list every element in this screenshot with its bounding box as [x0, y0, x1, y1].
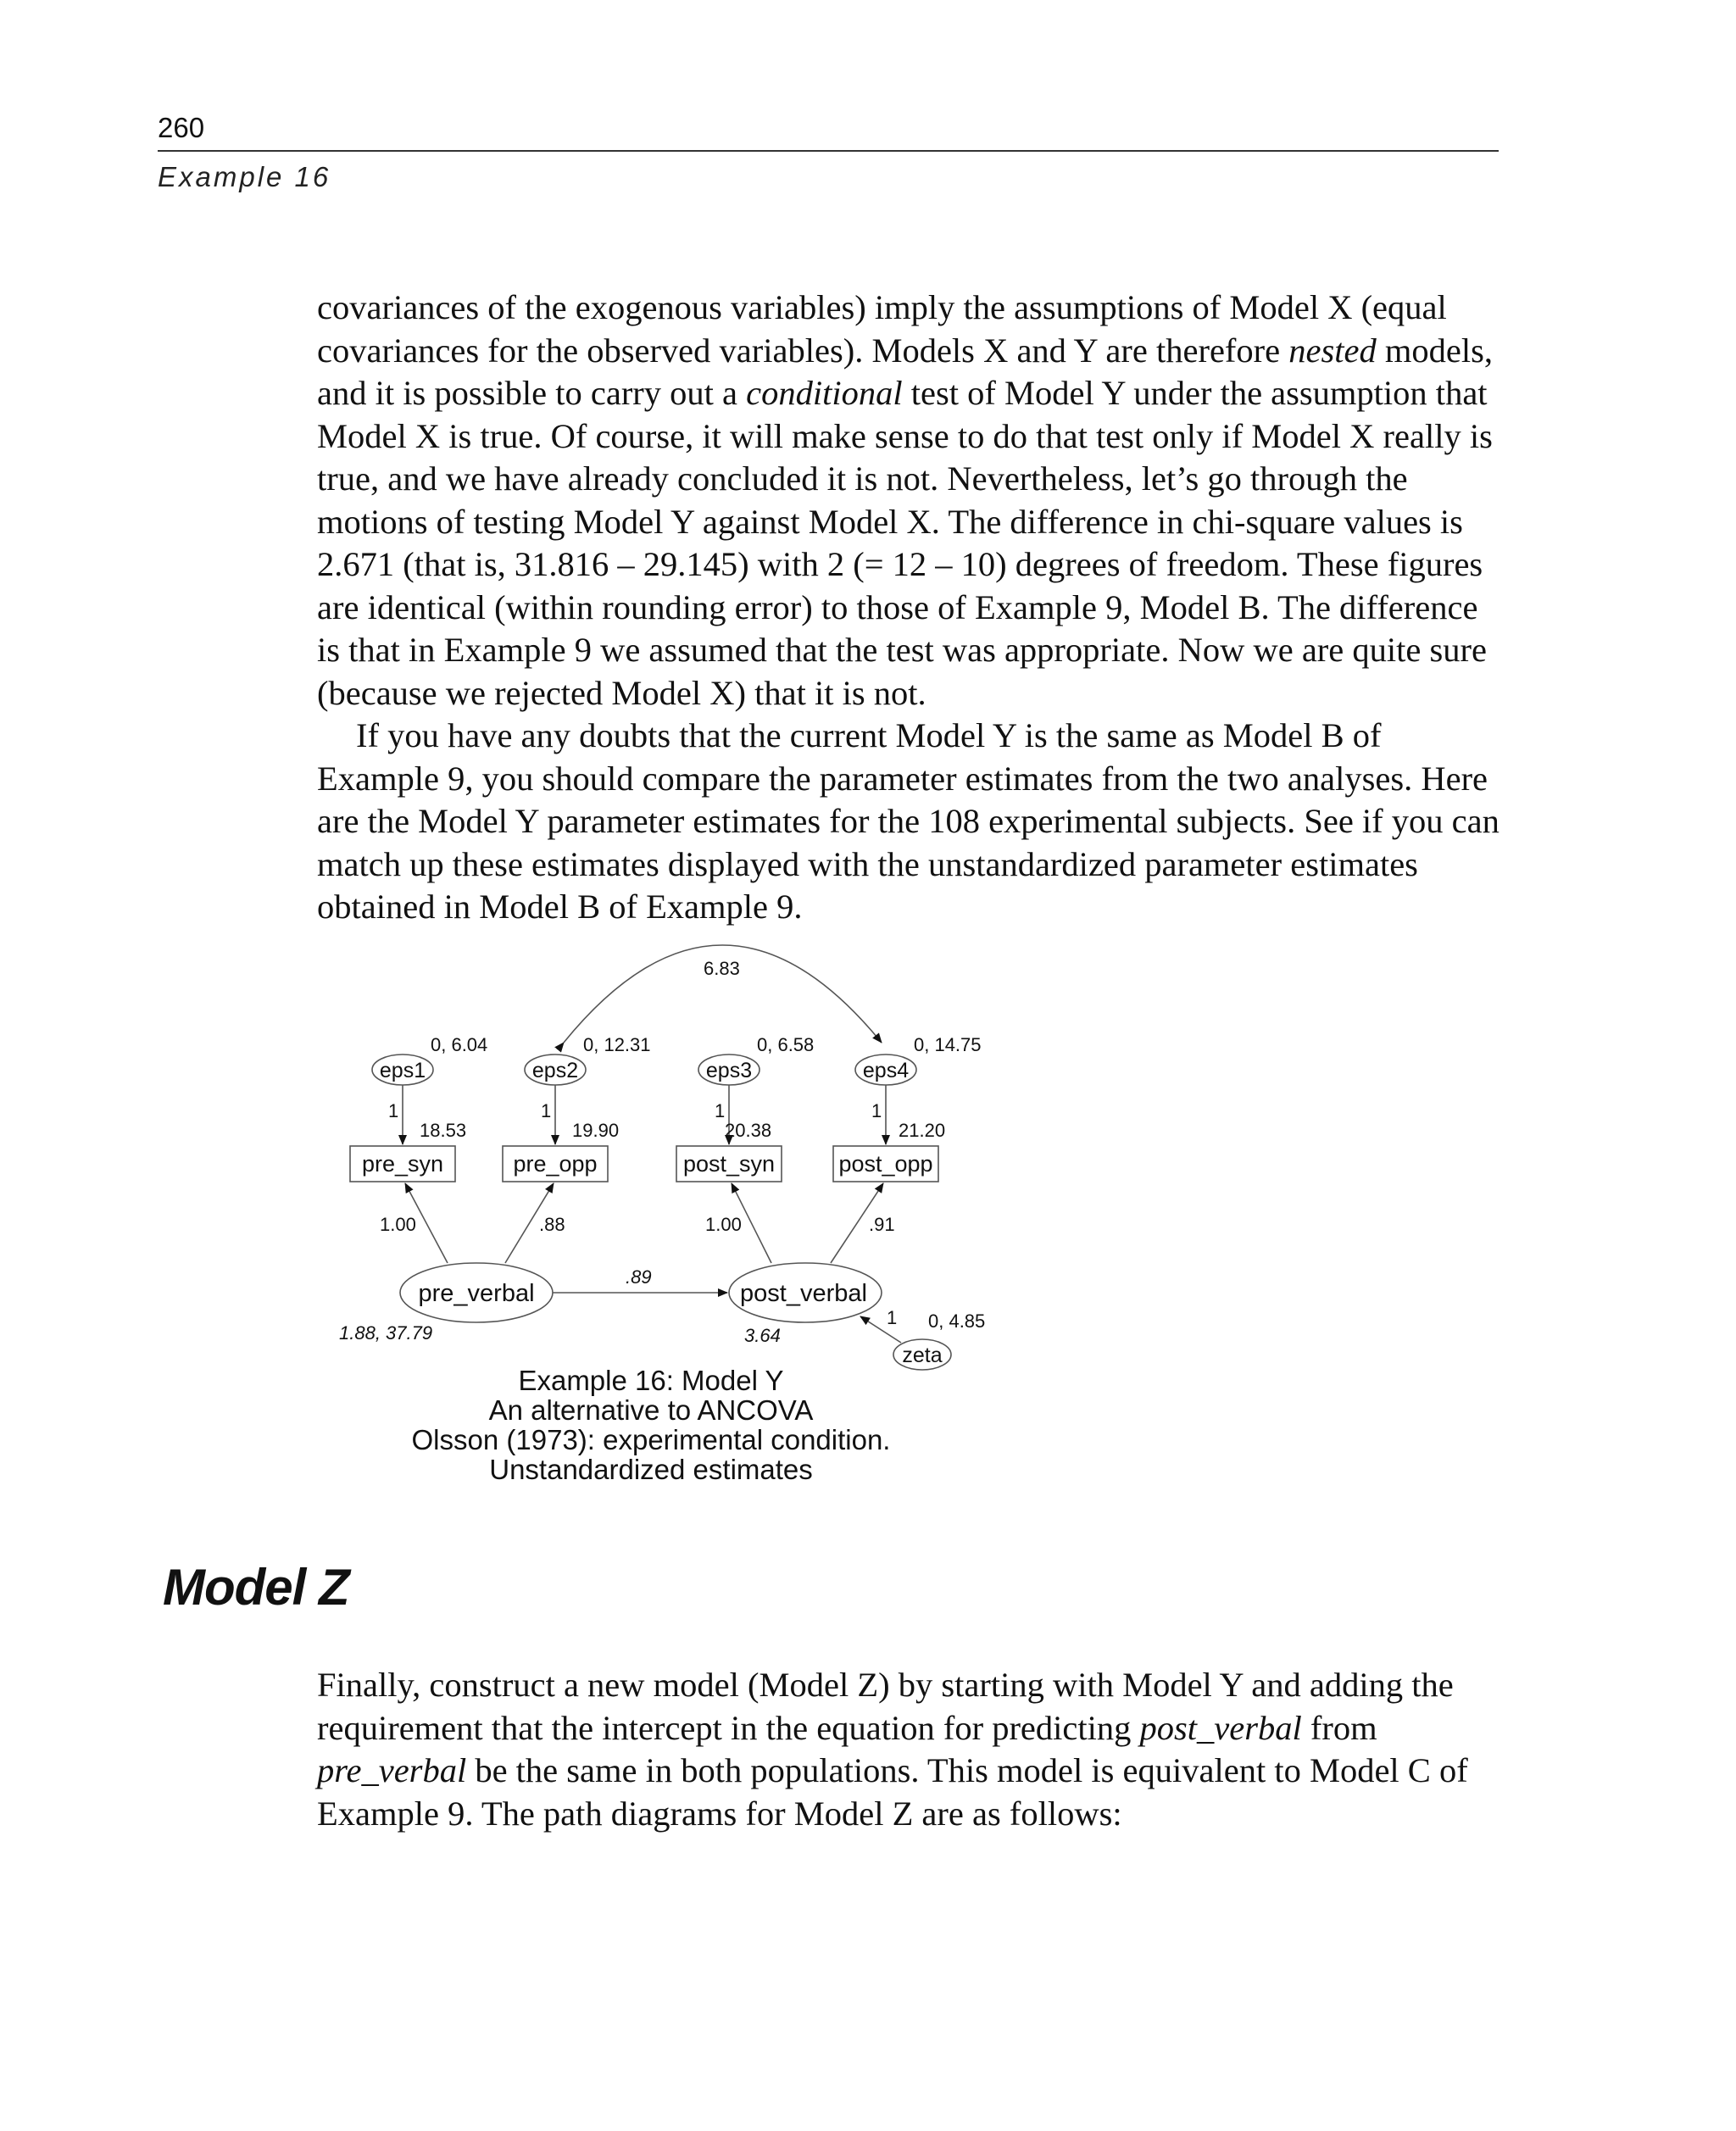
eps3-params: 0, 6.58 [757, 1034, 815, 1055]
section-heading-model-z: Model Z [163, 1559, 349, 1616]
caption-line-3: Olsson (1973): experimental condition. [411, 1424, 891, 1455]
italic-term: pre_verbal [317, 1751, 467, 1789]
loading-post-opp-label: .91 [869, 1214, 895, 1235]
pre-opp-intercept: 19.90 [572, 1120, 620, 1141]
pre-opp-label: pre_opp [513, 1151, 598, 1177]
eps3-coef: 1 [715, 1100, 726, 1121]
post-syn-label: post_syn [682, 1151, 776, 1177]
post-opp-intercept: 21.20 [899, 1120, 946, 1141]
post-syn-intercept: 20.38 [725, 1120, 772, 1141]
text-run: test of Model Y under the assumption that Model X is true. Of course, it will make sense to do that test only if Model X really is true, and we have already concluded it is not. Nevertheless, let’s go through the motions of testing Model Y against Model X. The difference in chi-square values is 2.671 (that is, 31.816 – 29.145) with 2 (= 12 – 10) degrees of freedom. These figures are identical (within rounding error) to those of Example 9, Model B. The difference is that in Example 9 we assumed that the test was appropriate. Now we are quite sure (because we rejected Model X) that it is not. [317, 374, 1493, 712]
eps1-params: 0, 6.04 [431, 1034, 488, 1055]
post-opp-label: post_opp [838, 1151, 933, 1177]
pre-syn-label: pre_syn [361, 1151, 444, 1177]
paragraph-3 [317, 1664, 1500, 1835]
pre-verbal-label: pre_verbal [418, 1280, 535, 1307]
eps4-coef: 1 [871, 1100, 882, 1121]
body-text-bottom [317, 1664, 1500, 1835]
caption-line-1: Example 16: Model Y [518, 1365, 784, 1396]
text-run: covariances of the exogenous variables) imply the assumptions of Model X (equal covariances for the observed variables). Models X and Y are therefore [317, 288, 1447, 370]
covariance-label: 6.83 [704, 958, 740, 979]
running-header: Example 16 [158, 161, 331, 192]
loading-pre-syn-label: 1.00 [380, 1214, 416, 1235]
eps4-params: 0, 14.75 [914, 1034, 982, 1055]
pre-syn-intercept: 18.53 [420, 1120, 467, 1141]
caption-line-4: Unstandardized estimates [489, 1454, 813, 1485]
zeta-coef: 1 [887, 1307, 898, 1328]
eps2-label: eps2 [531, 1059, 579, 1082]
italic-term: conditional [746, 374, 903, 412]
post-verbal-intercept: 3.64 [744, 1325, 781, 1346]
eps1-label: eps1 [379, 1059, 426, 1082]
eps3-label: eps3 [705, 1059, 753, 1082]
loading-pre-opp-label: .88 [539, 1214, 565, 1235]
eps1-coef: 1 [388, 1100, 399, 1121]
pre-verbal-params: 1.88, 37.79 [339, 1322, 433, 1344]
text-run: from [1301, 1708, 1377, 1747]
zeta-params: 0, 4.85 [928, 1310, 986, 1332]
caption-line-2: An alternative to ANCOVA [488, 1394, 814, 1426]
text-run: models, and it is possible to carry out a [317, 331, 1493, 412]
zeta-label: zeta [902, 1344, 943, 1367]
post-verbal-label: post_verbal [740, 1280, 867, 1307]
italic-term: nested [1288, 331, 1377, 370]
regression-coef: .89 [626, 1266, 652, 1288]
page-number: 260 [158, 112, 205, 143]
loading-post-syn-label: 1.00 [705, 1214, 742, 1235]
italic-term: post_verbal [1139, 1708, 1302, 1747]
eps2-params: 0, 12.31 [583, 1034, 651, 1055]
text-run: If you have any doubts that the current Model Y is the same as Model B of Example 9, you should compare the parameter estimates from the two analyses. Here are the Model Y parameter estimates for the 108 experimental subjects. See if you can match up these estimates displayed with the unstandardized parameter estimates obtained in Model B of Example 9. [317, 716, 1500, 926]
eps4-label: eps4 [862, 1059, 910, 1082]
eps2-coef: 1 [541, 1100, 552, 1121]
text-run: Finally, construct a new model (Model Z) by starting with Model Y and adding the requirement that the intercept in the equation for predicting [317, 1666, 1454, 1747]
text-run: be the same in both populations. This model is equivalent to Model C of Example 9. The path diagrams for Model Z are as follows: [317, 1751, 1468, 1833]
